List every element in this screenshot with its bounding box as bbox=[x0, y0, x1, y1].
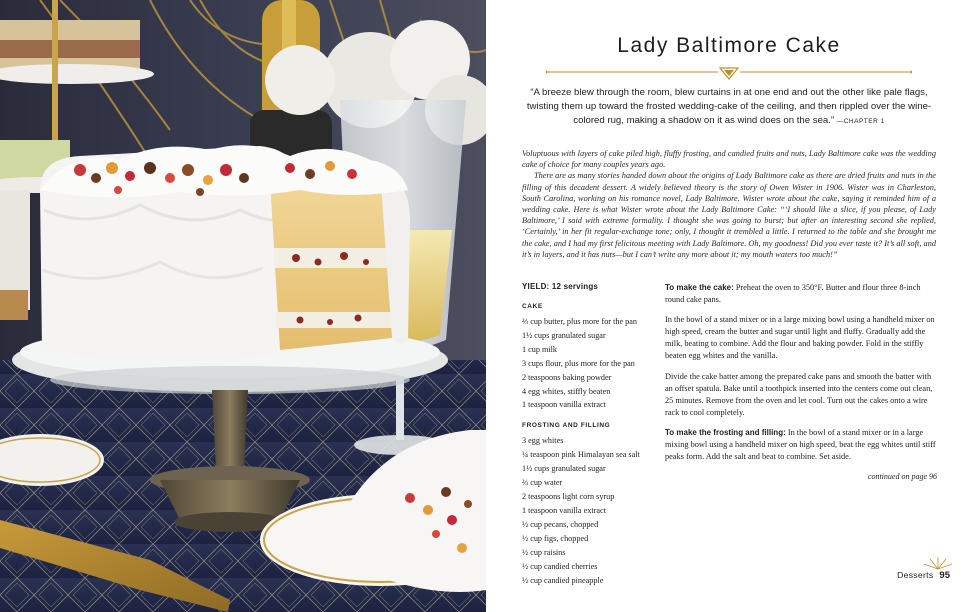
yield: YIELD: 12 servings bbox=[522, 282, 599, 291]
ingredient: 3 cups flour, plus more for the pan bbox=[522, 358, 635, 368]
intro-paragraph: There are as many stories handed down about the origins of Lady Baltimore cake as there are dried fruits and nuts in the filling of this decadent dessert. A widely believed theory is the story of Owen Wister in 1906. Wister was in Charleston, South Carolina, working on his romance novel, Lady Baltimore. Wister wrote about the cake, saying it reminded him of a wedding cake. Here is what Wister wrote about the Lady Baltimore Cake: “‘I should like a slice, if you please, of Lady Baltimore,’ I said with extreme formality. I thought she was going to burst; but after an interesting second she replied, ‘Certainly,’ in her fit regular-exchange tone; only, I thought it trembled a little. I returned to the table and she brought me the cake, and I had my first felicitous meeting with Lady Baltimore. Oh, my goodness! Did you ever taste it? It’s all soft, and it’s in layers, and it has nuts—but I can’t write any more about it; my mouth waters too much!” bbox=[522, 171, 936, 259]
ingredient: ½ cup pecans, chopped bbox=[522, 519, 599, 529]
ingredient: ½ cup candied cherries bbox=[522, 561, 598, 571]
page-footer bbox=[897, 568, 950, 582]
ingredient: 1½ cups granulated sugar bbox=[522, 330, 606, 340]
epigraph-source: —CHAPTER 1 bbox=[836, 118, 885, 125]
ingredients-column bbox=[522, 282, 654, 597]
ingredient: 1½ cups granulated sugar bbox=[522, 464, 606, 474]
ingredient: 1 teaspoon vanilla extract bbox=[522, 400, 606, 410]
recipe-title: Lady Baltimore Cake bbox=[617, 34, 841, 57]
directions-column bbox=[665, 282, 937, 483]
step-lead: To make the cake: bbox=[665, 283, 734, 292]
ingredient: ⅔ cup water bbox=[522, 478, 563, 488]
section-name: Desserts bbox=[897, 570, 934, 580]
frosting-heading: FROSTING AND FILLING bbox=[522, 422, 611, 430]
ingredient: ½ cup raisins bbox=[522, 547, 566, 557]
ingredient: ½ cup figs, chopped bbox=[522, 533, 589, 543]
direction-step bbox=[665, 314, 937, 362]
step-text: In the bowl of a stand mixer or in a large mixing bowl using a handheld mixer on high speed, beat the egg whites until stiff peaks form. Add the salt and beat to combine. Set aside. bbox=[665, 427, 936, 462]
direction-step bbox=[665, 282, 937, 306]
title-ornament bbox=[546, 66, 912, 80]
step-text: Divide the cake batter among the prepared cake pans and smooth the batter with an offset spatula. Bake until a toothpick inserted into the centers come out clean, 25 minutes. Remove from the oven and let cool. Turn out the cakes onto a wire rack to cool completely. bbox=[665, 371, 933, 417]
step-lead: To make the frosting and filling: bbox=[665, 427, 786, 437]
step-text: Preheat the oven to 350°F. Butter and flour three 8-inch round cake pans. bbox=[665, 283, 921, 305]
ingredient: 2 teaspoons light corn syrup bbox=[522, 492, 615, 502]
ingredient: ½ cup candied pineapple bbox=[522, 575, 604, 585]
recipe-page bbox=[486, 0, 972, 612]
epigraph-text: “A breeze blew through the room, blew curtains in at one end and out the other like pale flags, twisting them up toward the frosted wedding-cake of the ceiling, and then rippled over the wine-colored rug, making a shadow on it as wind does on the sea.” bbox=[526, 87, 932, 126]
ingredient: ⅔ cup butter, plus more for the pan bbox=[522, 317, 637, 326]
continued-note: continued on page 96 bbox=[867, 472, 937, 482]
epigraph bbox=[520, 86, 938, 129]
step-text: In the bowl of a stand mixer or in a large mixing bowl using a handheld mixer on high speed, cream the butter and sugar until light and fluffy. Gradually add the milk, beating to combine. Add the flour and baking powder. Fold in the stiffly beaten egg whites and the vanilla. bbox=[665, 315, 935, 361]
intro-text bbox=[522, 148, 936, 260]
frosting-ingredients bbox=[522, 434, 654, 587]
direction-step bbox=[665, 371, 937, 419]
ingredient: 3 egg whites bbox=[522, 436, 564, 446]
ingredient: ¼ teaspoon pink Himalayan sea salt bbox=[522, 450, 640, 460]
ingredient: 2 teaspoons baking powder bbox=[522, 372, 612, 382]
page-number: 95 bbox=[939, 569, 950, 581]
ingredient: 1 cup milk bbox=[522, 344, 558, 354]
cake-heading: CAKE bbox=[522, 303, 543, 310]
cake-ingredients bbox=[522, 315, 654, 412]
direction-step bbox=[665, 427, 937, 463]
ingredient: 4 egg whites, stiffly beaten bbox=[522, 386, 611, 396]
ingredient: 1 teaspoon vanilla extract bbox=[522, 505, 606, 515]
intro-paragraph: Voluptuous with layers of cake piled high, fluffy frosting, and candied fruits and nuts, Lady Baltimore cake was the wedding cake of choice for many couples years ago. bbox=[522, 149, 936, 170]
